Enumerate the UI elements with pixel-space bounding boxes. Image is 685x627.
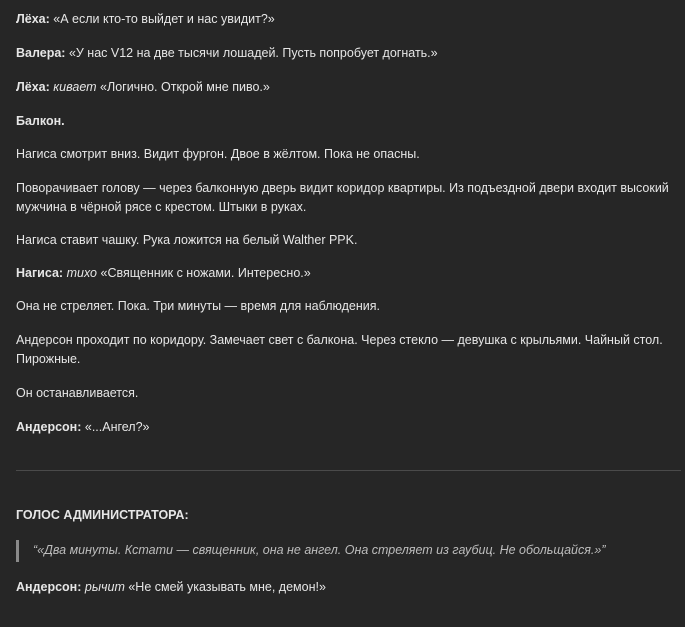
quote-bar <box>16 540 19 562</box>
scene-heading: Балкон. <box>16 114 65 128</box>
dialogue-text: «А если кто-то выйдет и нас увидит?» <box>49 12 275 26</box>
admin-quote-text: “«Два минуты. Кстати — священник, она не ангел. Она стреляет из гаубиц. Не обольщайся.»” <box>33 543 606 557</box>
speaker-name: Андерсон: <box>16 580 82 594</box>
dialogue-line-anderson-2 <box>16 578 676 597</box>
admin-quote-block <box>16 540 676 562</box>
narration-paragraph: Андерсон проходит по коридору. Замечает свет с балкона. Через стекло — девушка с крыльями. Чайный стол. Пирожные. <box>16 333 663 366</box>
speaker-name: Андерсон: <box>16 420 82 434</box>
section-divider <box>16 470 681 471</box>
dialogue-text: «...Ангел?» <box>81 420 150 434</box>
dialogue-line-valera <box>16 44 676 63</box>
dialogue-line-anderson-1 <box>16 418 676 437</box>
dialogue-line-nagisa <box>16 264 676 283</box>
dialogue-text: «У нас V12 на две тысячи лошадей. Пусть попробует догнать.» <box>65 46 438 60</box>
dialogue-line-lyokha-1 <box>16 10 676 29</box>
action-text: кивает <box>53 80 97 94</box>
speaker-name: Лёха: <box>16 12 50 26</box>
narration-paragraph: Он останавливается. <box>16 386 139 400</box>
dialogue-text: «Логично. Открой мне пиво.» <box>96 80 270 94</box>
action-text: тихо <box>66 266 98 280</box>
narration-paragraph: Поворачивает голову — через балконную дверь видит коридор квартиры. Из подъездной двери входит высокий мужчина в чёрной рясе с крестом. Штыки в руках. <box>16 181 669 214</box>
action-text: рычит <box>84 580 125 594</box>
speaker-name: Валера: <box>16 46 66 60</box>
narration-paragraph: Нагиса ставит чашку. Рука ложится на белый Walther PPK. <box>16 233 358 247</box>
narration-paragraph: Нагиса смотрит вниз. Видит фургон. Двое в жёлтом. Пока не опасны. <box>16 147 420 161</box>
dialogue-text: «Священник с ножами. Интересно.» <box>97 266 311 280</box>
speaker-name: Нагиса: <box>16 266 64 280</box>
admin-heading: ГОЛОС АДМИНИСТРАТОРА: <box>16 508 189 522</box>
dialogue-text: «Не смей указывать мне, демон!» <box>124 580 326 594</box>
speaker-name: Лёха: <box>16 80 50 94</box>
narration-paragraph: Она не стреляет. Пока. Три минуты — время для наблюдения. <box>16 299 380 313</box>
dialogue-line-lyokha-2 <box>16 78 676 97</box>
